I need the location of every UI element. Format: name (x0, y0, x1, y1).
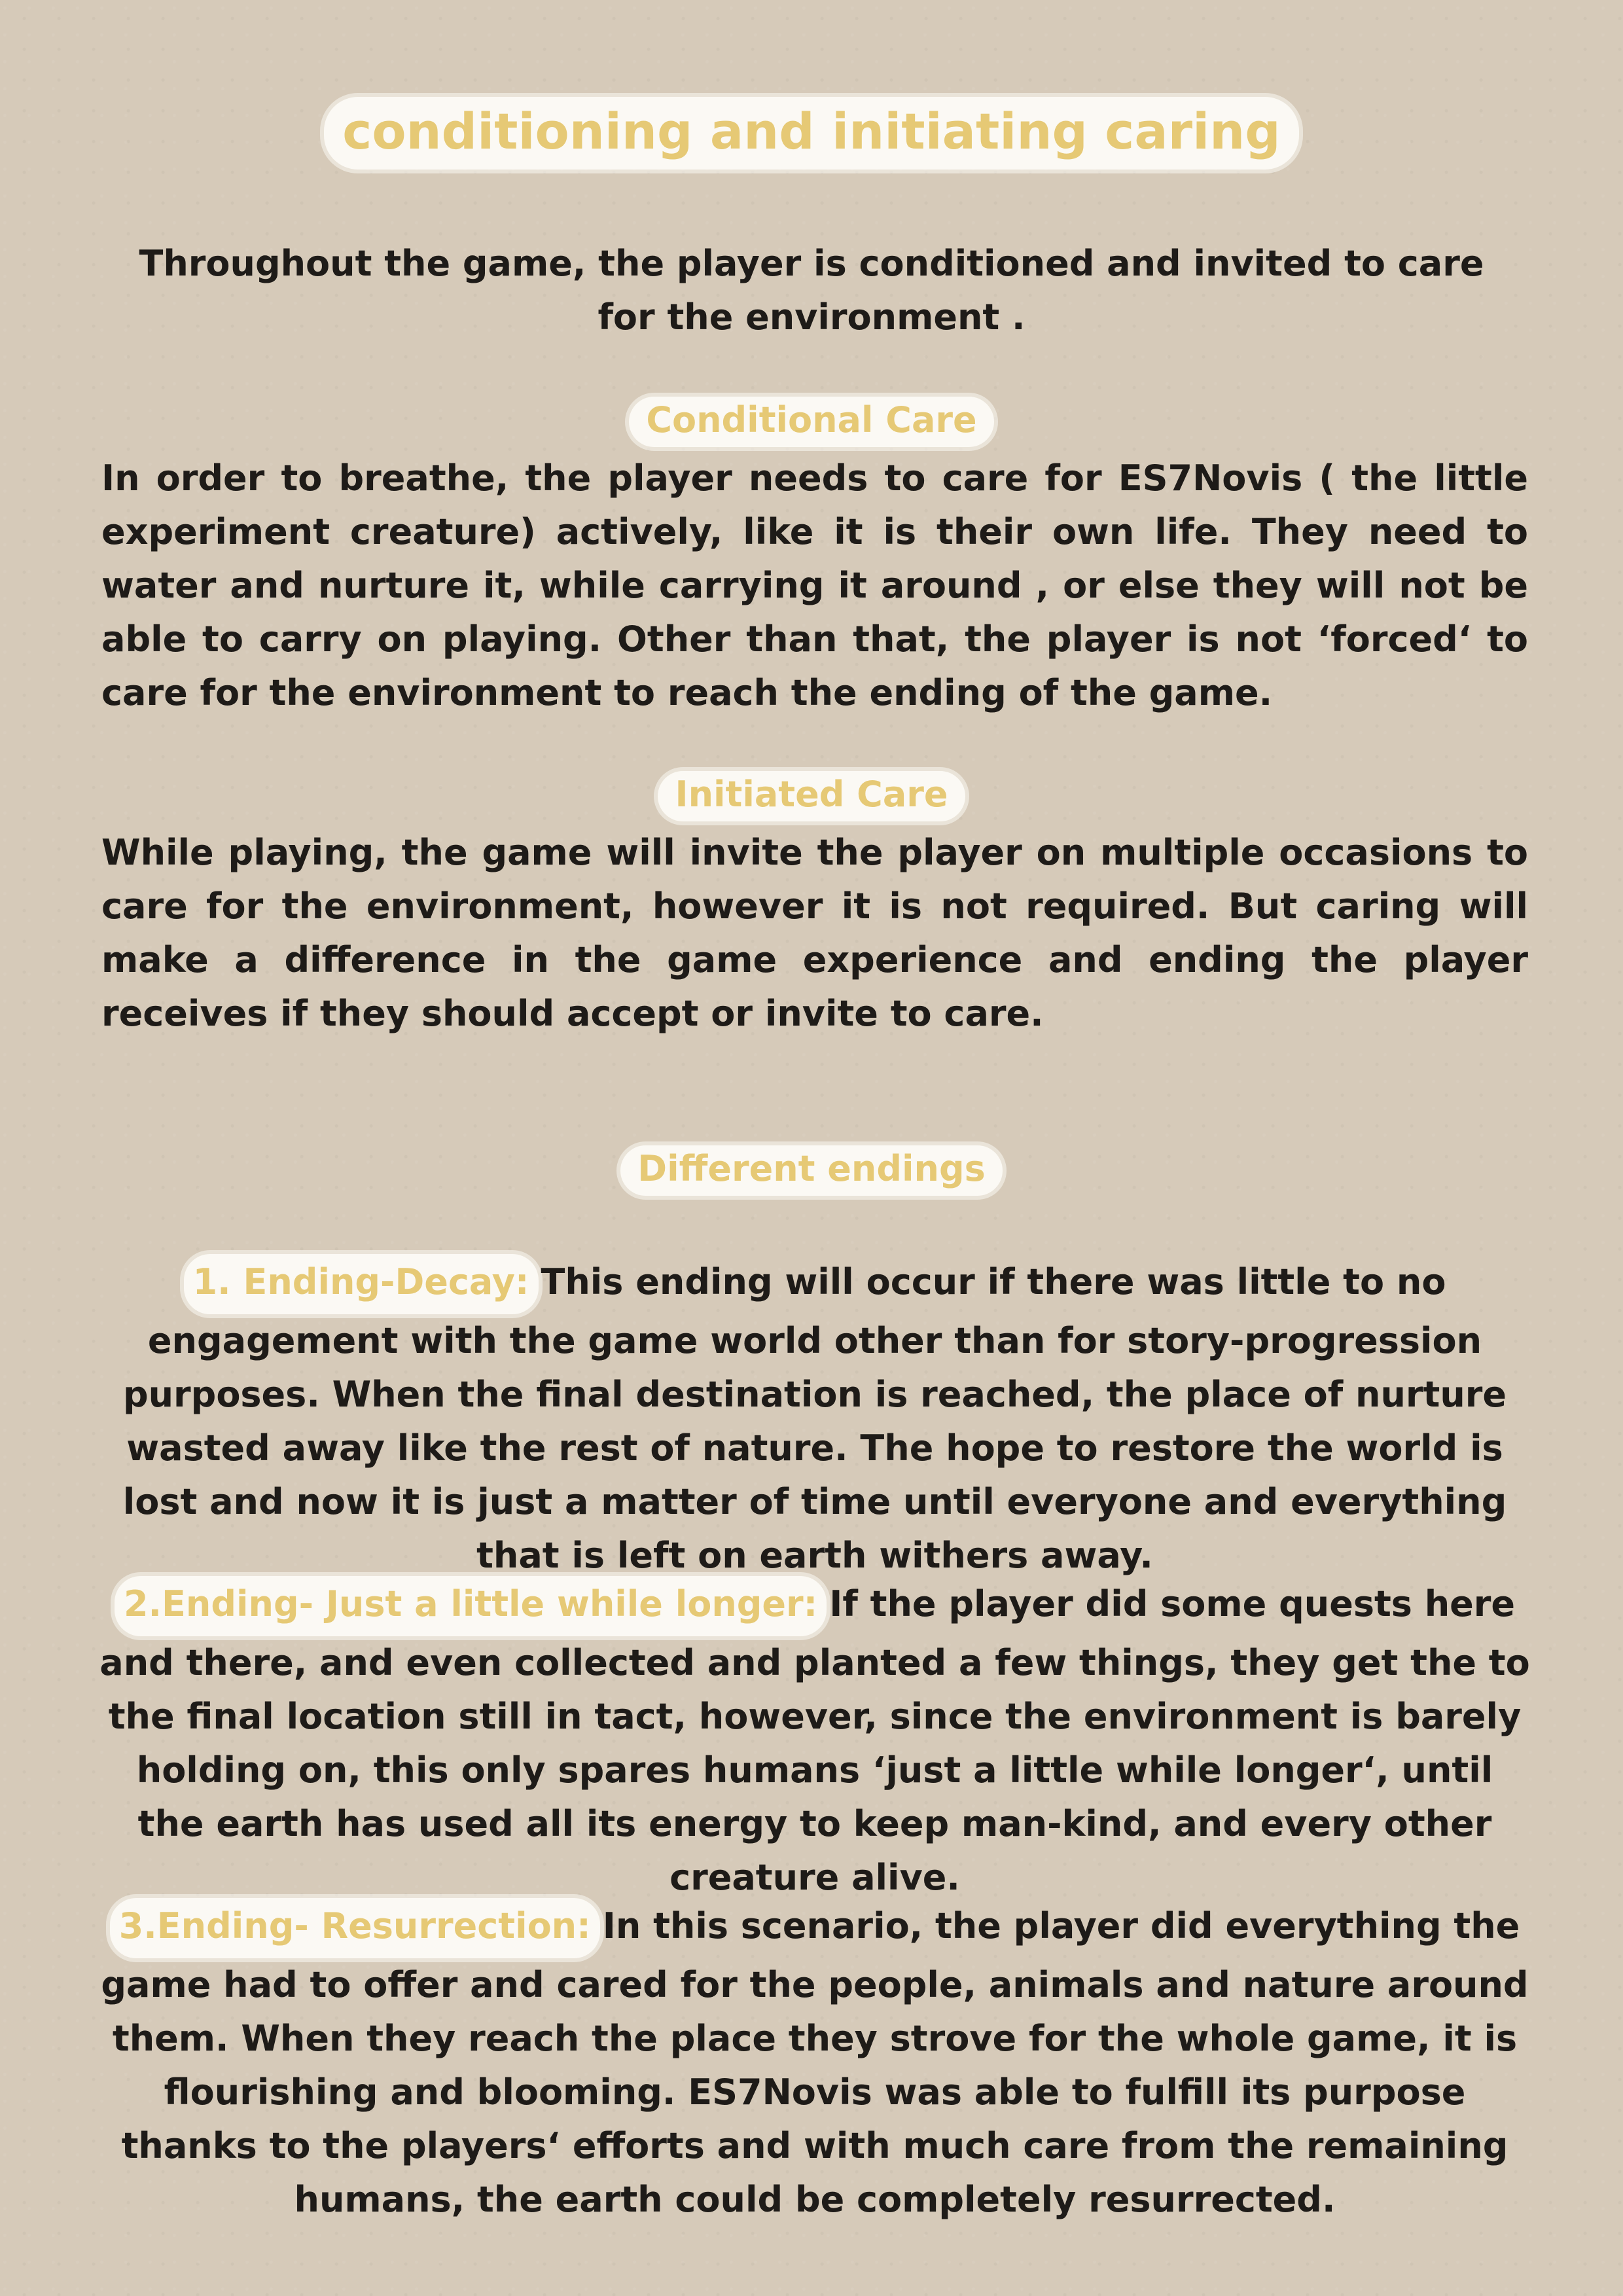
ending-little-while-longer (98, 1576, 1531, 1905)
ending-text: In this scenario, the player did everything the game had to offer and cared for the people, animals and nature around them. When they reach the place they strove for the whole game, it is flourishing and blooming. ES7Novis was able to fulfill its purpose thanks to the players‘ efforts and with much care from the remaining humans, the earth could be completely resurrected. (101, 1905, 1529, 2220)
ending-label: 1. Ending-Decay: (184, 1254, 539, 1314)
ending-label: 2.Ending- Just a little while longer: (115, 1576, 827, 1636)
ending-text: This ending will occur if there was little to no engagement with the game world other than for story-progression purposes. When the final destination is reached, the place of nurture wasted away like the rest of nature. The hope to restore the world is lost and now it is just a matter of time until everyone and everything that is left on earth withers away. (122, 1261, 1507, 1576)
ending-resurrection (98, 1898, 1531, 2227)
initiated-care-heading: Initiated Care (658, 771, 965, 821)
title-block (0, 97, 1623, 170)
page-title: conditioning and initiating caring (324, 97, 1298, 170)
conditional-care-heading-block (0, 397, 1623, 447)
conditional-care-heading: Conditional Care (629, 397, 993, 447)
ending-text: If the player did some quests here and there, and even collected and planted a few things, they get the to the final location still in tact, however, since the environment is barely holding on, this only spares humans ‘just a little while longer‘, until the earth has used all its energy to keep man-kind, and every other creature alive. (99, 1583, 1530, 1898)
initiated-care-paragraph: While playing, the game will invite the player on multiple occasions to care for the environment, however it is not required. But caring will make a difference in the game experience and ending the player receives if they should accept or invite to care. (101, 832, 1528, 1034)
endings-heading-block (0, 1145, 1623, 1196)
endings-heading: Different endings (620, 1145, 1002, 1196)
intro-paragraph: Throughout the game, the player is conditioned and invited to care for the environment . (139, 243, 1484, 338)
ending-decay (98, 1254, 1531, 1583)
conditional-care-paragraph: In order to breathe, the player needs to care for ES7Novis ( the little experiment creature) actively, like it is their own life. They need to water and nurture it, while carrying it around , or else they will not be able to carry on playing. Other than that, the player is not ‘forced‘ to care for the environment to reach the ending of the game. (101, 457, 1528, 713)
initiated-care-heading-block (0, 771, 1623, 821)
ending-label: 3.Ending- Resurrection: (110, 1898, 600, 1958)
